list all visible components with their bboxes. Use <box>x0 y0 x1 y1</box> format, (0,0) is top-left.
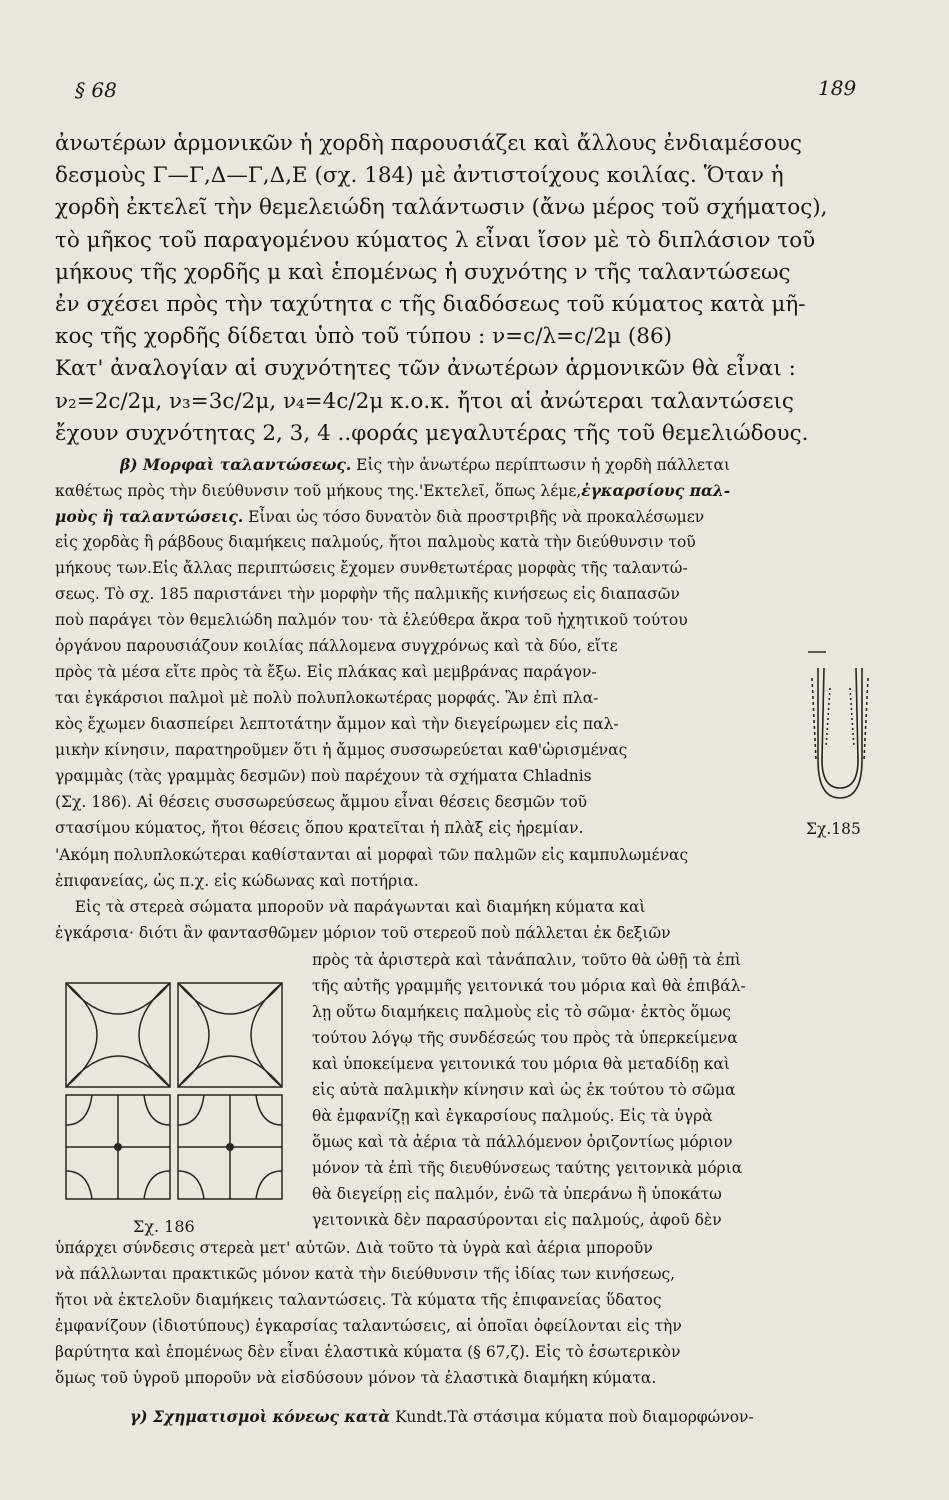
figure-186-caption: Σχ. 186 <box>133 1217 195 1236</box>
nodal-line <box>178 983 209 1087</box>
text-span: Εἰς τὴν ἀνωτέρω περίπτωσιν ἡ χορδὴ πάλλεται <box>351 456 731 474</box>
fork-displaced-right <box>864 678 868 760</box>
sand-cluster <box>226 1143 234 1151</box>
text-line: ποὺ παράγει τὸν θεμελιώδη παλμόν του· τὰ ἐλεύθερα ἄκρα τοῦ ἠχητικοῦ τούτου <box>55 611 688 629</box>
nodal-line <box>256 1171 282 1199</box>
text-line: ἐγκάρσια· διότι ἂν φαντασθῶμεν μόριον τοῦ στερεοῦ ποὺ πάλλεται ἐκ δεξιῶν <box>55 924 671 942</box>
text-line: νὰ πάλλωνται πρακτικῶς μόνον κατὰ τὴν διεύθυνσιν τῆς ἰδίας των κινήσεως, <box>55 1265 676 1283</box>
formula-line: κος τῆς χορδῆς δίδεται ὑπὸ τοῦ τύπου : ν=c/λ=c/2μ (86) <box>55 324 673 350</box>
fork-displaced-left <box>812 678 816 760</box>
text-line: ν₂=2c/2μ, ν₃=3c/2μ, ν₄=4c/2μ κ.ο.κ. ἤτοι αἱ ἀνώτεραι ταλαντώσεις <box>55 388 794 414</box>
text-line: γειτονικὰ δὲν παρασύρονται εἰς παλμούς, ἀφοῦ δὲν <box>312 1211 722 1229</box>
figure-185-caption: Σχ.185 <box>806 820 861 838</box>
text-line: Κατ' ἀναλογίαν αἱ συχνότητες τῶν ἀνωτέρων ἁρμονικῶν θὰ εἶναι : <box>55 356 796 382</box>
text-line: κὸς ἔχωμεν διασπείρει λεπτοτάτην ἄμμον καὶ τὴν διεγείρωμεν εἰς παλ- <box>55 715 619 733</box>
nodal-line <box>144 1171 170 1199</box>
text-line <box>55 504 704 531</box>
emphasis-span: μοὺς ἢ ταλαντώσεις. <box>55 507 244 526</box>
text-line: ται ἐγκάρσιοι παλμοὶ μὲ πολὺ πολυπλοκωτέρας μορφάς. Ἂν ἐπὶ πλα- <box>55 689 599 707</box>
text-line: ἐμφανίζουν (ἰδιοτύπους) ἐγκαρσίας ταλαντώσεις, αἱ ὁποῖαι ὀφείλονται εἰς τὴν <box>55 1317 682 1335</box>
subsection-g-line <box>130 1404 754 1431</box>
text-line: ἐπιφανείας, ὡς π.χ. εἰς κώδωνας καὶ ποτήρια. <box>55 872 419 890</box>
text-line: ὑπάρχει σύνδεσις στερεὰ μετ' αὐτῶν. Διὰ τοῦτο τὰ ὑγρὰ καὶ ἀέρια μποροῦν <box>55 1239 653 1257</box>
text-line: μόνον τὰ ἐπὶ τῆς διευθύνσεως ταύτης γειτονικὰ μόρια <box>312 1159 743 1177</box>
text-line: τῆς αὐτῆς γραμμῆς γειτονικά του μόρια καὶ θὰ ἐπιβάλ- <box>312 977 746 995</box>
nodal-line <box>178 1171 204 1199</box>
text-line: σεως. Τὸ σχ. 185 παριστάνει τὴν μορφὴν τῆς παλμικῆς κινήσεως εἰς διαπασῶν <box>55 585 680 603</box>
fork-displaced-inner-right <box>850 688 854 748</box>
text-line: ἐν σχέσει πρὸς τὴν ταχύτητα c τῆς διαδόσεως τοῦ κύματος κατὰ μῆ- <box>55 292 806 318</box>
text-span: Kundt.Τὰ στάσιμα κύματα ποὺ διαμορφώνον- <box>390 1408 754 1426</box>
text-line: ἔχουν συχνότητας 2, 3, 4 ..φοράς μεγαλυτέρας τῆς τοῦ θεμελιώδους. <box>55 420 809 446</box>
text-line: χορδὴ ἐκτελεῖ τὴν θεμελειώδη ταλάντωσιν (ἄνω μέρος τοῦ σχήματος), <box>55 195 828 221</box>
nodal-line <box>66 1095 92 1125</box>
text-line: θὰ διεγείρῃ εἰς παλμόν, ἐνῶ τὰ ὑπεράνω ἢ ὑποκάτω <box>312 1185 722 1203</box>
text-line: τὸ μῆκος τοῦ παραγομένου κύματος λ εἶναι ἴσον μὲ τὸ διπλάσιον τοῦ <box>55 227 816 253</box>
page-number: 189 <box>818 76 857 100</box>
nodal-line <box>66 983 97 1087</box>
emphasis-span: ἐγκαρσίους παλ- <box>581 481 731 500</box>
text-line: ὅμως τοῦ ὑγροῦ μποροῦν νὰ εἰσδύσουν μόνον τὰ ἐλαστικὰ διαμήκη κύματα. <box>55 1369 657 1387</box>
nodal-line <box>178 1095 204 1125</box>
fork-displaced-inner-left <box>826 688 830 748</box>
subsection-b-line <box>120 452 730 479</box>
text-line: (Σχ. 186). Αἱ θέσεις συσσωρεύσεως ἄμμου εἶναι θέσεις δεσμῶν τοῦ <box>55 793 588 811</box>
text-line: καὶ ὑποκείμενα γειτονικά του μόρια θὰ μεταδίδῃ καὶ <box>312 1055 730 1073</box>
sand-cluster <box>114 1143 122 1151</box>
text-line: πρὸς τὰ ἀριστερὰ καὶ τἀνάπαλιν, τοῦτο θὰ ὠθῇ τὰ ἐπὶ <box>312 951 742 969</box>
text-line: 'Ακόμη πολυπλοκώτεραι καθίστανται αἱ μορφαὶ τῶν παλμῶν εἰς καμπυλωμένας <box>55 846 689 864</box>
subsection-g-heading: γ) Σχηματισμοὶ κόνεως κατὰ <box>130 1407 391 1426</box>
nodal-line <box>66 1171 92 1199</box>
text-line: ὀργάνου παρουσιάζουν κοιλίας πάλλομενα συγχρόνως καὶ τὰ δύο, εἴτε <box>55 637 618 655</box>
text-span: Εἶναι ὡς τόσο δυνατὸν διὰ προστριβῆς νὰ προκαλέσωμεν <box>243 508 705 526</box>
text-line: ὅμως καὶ τὰ ἀέρια τὰ πάλλόμενον ὁριζοντίως μόριον <box>312 1133 733 1151</box>
text-line: μήκους τῆς χορδῆς μ καὶ ἑπομένως ἡ συχνότης ν τῆς ταλαντώσεως <box>55 259 791 285</box>
text-line: ἤτοι νὰ ἐκτελοῦν διαμήκεις ταλαντώσεις. Τὰ κύματα τῆς ἐπιφανείας ὕδατος <box>55 1291 662 1309</box>
text-line: Εἰς τὰ στερεὰ σώματα μποροῦν νὰ παράγωνται καὶ διαμήκη κύματα καὶ <box>55 898 646 916</box>
nodal-line <box>256 1095 282 1125</box>
text-line: θὰ ἐμφανίζῃ καὶ ἐγκαρσίους παλμούς. Εἰς τὰ ὑγρὰ <box>312 1107 713 1125</box>
text-line: μήκους των.Εἰς ἄλλας περιπτώσεις ἔχομεν συνθετωτέρας μορφὰς τῆς ταλαντώ- <box>55 559 688 577</box>
chladni-figure <box>62 975 286 1207</box>
section-marker: § 68 <box>75 78 117 102</box>
main-paragraph <box>55 128 885 450</box>
text-line: ἀνωτέρων ἁρμονικῶν ἡ χορδὴ παρουσιάζει καὶ ἄλλους ἐνδιαμέσους <box>55 131 802 156</box>
nodal-line <box>144 1095 170 1125</box>
text-line: πρὸς τὰ μέσα εἴτε πρὸς τὰ ἔξω. Εἰς πλάκας καὶ μεμβράνας παράγον- <box>55 663 597 681</box>
text-line: εἰς χορδὰς ἢ ράβδους διαμήκεις παλμούς, ἤτοι παλμοὺς κατὰ τὴν διεύθυνσιν τοῦ <box>55 533 696 551</box>
nodal-line <box>251 983 282 1087</box>
text-line: λῃ οὕτω διαμήκεις παλμοὺς εἰς τὸ σῶμα· ἐκτὸς ὅμως <box>312 1003 731 1021</box>
tuning-fork-figure <box>800 648 880 808</box>
text-line: στασίμου κύματος, ἤτοι θέσεις ὅπου κρατεῖται ἡ πλὰξ εἰς ἠρεμίαν. <box>55 819 584 837</box>
subsection-b-heading: β) Μορφαὶ ταλαντώσεως. <box>120 455 352 474</box>
text-line <box>55 478 730 505</box>
nodal-line <box>139 983 170 1087</box>
text-span: καθέτως πρὸς τὴν διεύθυνσιν τοῦ μήκους της.'Εκτελεῖ, ὅπως λέμε, <box>55 482 582 500</box>
text-line: εἰς αὐτὰ παλμικὴν κίνησιν καὶ ὡς ἐκ τούτου τὸ σῶμα <box>312 1081 736 1099</box>
text-line: τούτου λόγῳ τῆς συνδέσεώς του πρὸς τὰ ὑπερκείμενα <box>312 1029 738 1047</box>
text-line: μικὴν κίνησιν, παρατηροῦμεν ὅτι ἡ ἄμμος συσσωρεύεται καθ'ὡρισμένας <box>55 741 628 759</box>
text-line: βαρύτητα καὶ ἑπομένως δὲν εἶναι ἐλαστικὰ κύματα (§ 67,ζ). Εἰς τὸ ἐσωτερικὸν <box>55 1343 681 1361</box>
text-line: γραμμὰς (τὰς γραμμὰς δεσμῶν) ποὺ παρέχουν τὰ σχήματα Chladnis <box>55 767 592 785</box>
text-line: δεσμοὺς Γ—Γ,Δ—Γ,Δ,Ε (σχ. 184) μὲ ἀντιστοίχους κοιλίας. Ὅταν ἡ <box>55 163 784 189</box>
